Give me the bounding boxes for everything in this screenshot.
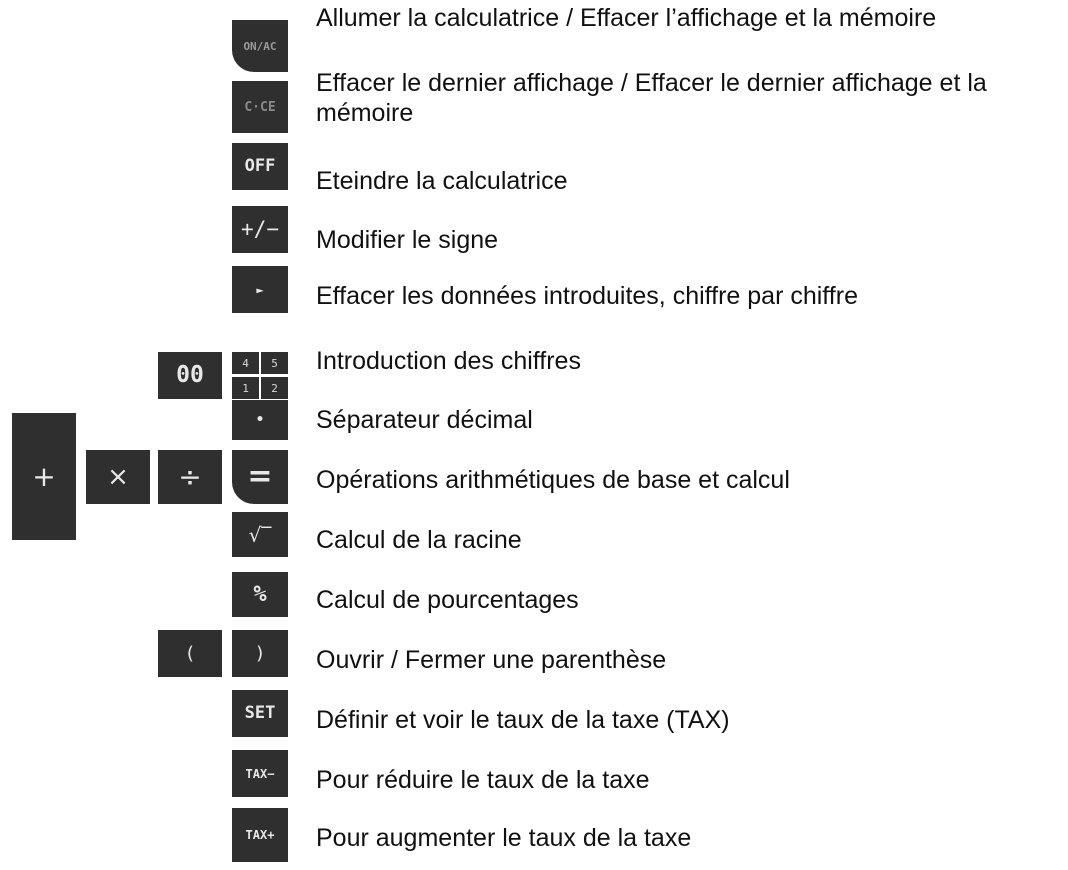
on-ac-description: Allumer la calculatrice / Effacer l’affichage et la mémoire [316, 4, 937, 32]
tax-plus-description: Pour augmenter le taux de la taxe [316, 824, 692, 852]
equals-key: = [232, 450, 288, 504]
percent-key: % [232, 572, 288, 617]
backspace-description: Effacer les données introduites, chiffre par chiffre [316, 282, 858, 310]
arithmetic-description: Opérations arithmétiques de base et calcul [316, 466, 790, 494]
off-description: Eteindre la calculatrice [316, 167, 568, 195]
close-paren-key: ) [232, 630, 288, 677]
tax-minus-key: TAX− [232, 750, 288, 797]
off-key: OFF [232, 143, 288, 190]
sqrt-key: √‾ [232, 512, 288, 557]
decimal-description: Séparateur décimal [316, 406, 533, 434]
backspace-key: ► [232, 266, 288, 313]
parentheses-description: Ouvrir / Fermer une parenthèse [316, 646, 667, 674]
digit-key-1: 1 [232, 377, 259, 399]
tax-plus-key: TAX+ [232, 808, 288, 862]
multiply-key: × [86, 450, 150, 504]
plus-minus-key: +/− [232, 206, 288, 253]
clear-entry-description: Effacer le dernier affichage / Effacer le dernier affichage et la mémoire [316, 69, 987, 127]
open-paren-key: ( [158, 630, 222, 677]
digit-key-2: 2 [261, 377, 288, 399]
set-description: Définir et voir le taux de la taxe (TAX) [316, 706, 730, 734]
plus-key: + [12, 413, 76, 540]
double-zero-key: 00 [158, 352, 222, 399]
percent-description: Calcul de pourcentages [316, 586, 579, 614]
tax-minus-description: Pour réduire le taux de la taxe [316, 766, 650, 794]
decimal-key: • [232, 400, 288, 440]
on-ac-key: ON/AC [232, 20, 288, 72]
digits-description: Introduction des chiffres [316, 347, 581, 375]
sqrt-description: Calcul de la racine [316, 526, 522, 554]
divide-key: ÷ [158, 450, 222, 504]
clear-entry-key: C·CE [232, 81, 288, 133]
digit-keys [232, 352, 288, 399]
digit-key-5: 5 [261, 352, 288, 374]
digit-key-4: 4 [232, 352, 259, 374]
set-key: SET [232, 690, 288, 737]
plus-minus-description: Modifier le signe [316, 226, 499, 254]
